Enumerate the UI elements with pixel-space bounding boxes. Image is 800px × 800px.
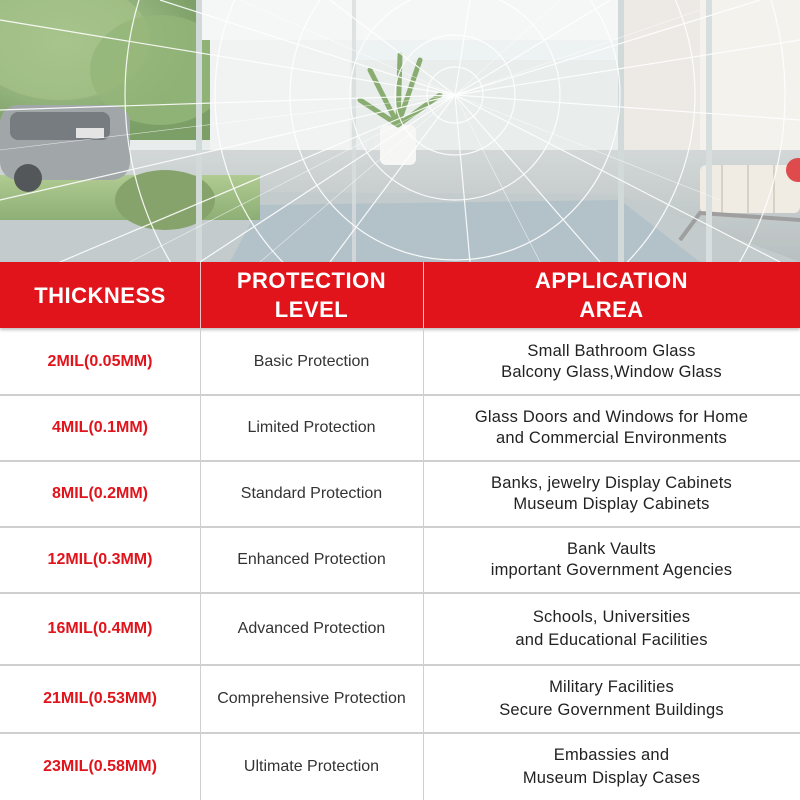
application-area-cell: Embassies and Museum Display Cases — [522, 746, 701, 787]
table-row — [0, 666, 800, 732]
application-area-cell: Schools, Universities and Educational Facilities — [515, 608, 708, 649]
table-row — [0, 396, 800, 460]
thickness-cell: 12MIL(0.3MM) — [47, 551, 153, 568]
spec-table — [0, 262, 800, 800]
protection-level-cell: Basic Protection — [253, 352, 370, 370]
table-row — [0, 734, 800, 800]
table-row — [0, 328, 800, 395]
protection-level-cell: Ultimate Protection — [243, 758, 380, 775]
thickness-cell: 23MIL(0.58MM) — [43, 758, 157, 775]
application-area-cell: Military Facilities Secure Government Buildings — [499, 678, 724, 719]
table-row — [0, 462, 800, 526]
hero-illustration — [0, 0, 800, 262]
protection-level-cell: Advanced Protection — [237, 620, 386, 637]
header-thickness: THICKNESS — [34, 282, 166, 308]
thickness-cell: 16MIL(0.4MM) — [47, 620, 153, 637]
hero-photo-shattered-glass — [0, 0, 800, 262]
header-application-area: APPLICATION AREA — [535, 268, 688, 322]
table-header — [0, 262, 800, 328]
thickness-cell: 2MIL(0.05MM) — [47, 352, 153, 370]
application-area-cell: Bank Vaults important Government Agencies — [490, 540, 733, 579]
table-row — [0, 528, 800, 592]
protection-level-cell: Enhanced Protection — [237, 551, 386, 568]
thickness-cell: 4MIL(0.1MM) — [52, 419, 148, 436]
application-area-cell: Banks, jewelry Display Cabinets Museum Display Cabinets — [491, 474, 732, 513]
application-area-cell: Small Bathroom Glass Balcony Glass,Window Glass — [501, 341, 722, 381]
protection-level-cell: Limited Protection — [247, 419, 376, 436]
header-protection-level: PROTECTION LEVEL — [236, 268, 387, 322]
thickness-cell: 21MIL(0.53MM) — [43, 690, 157, 707]
protection-level-cell: Standard Protection — [240, 485, 383, 502]
table-row — [0, 594, 800, 664]
protection-level-cell: Comprehensive Protection — [217, 690, 406, 707]
application-area-cell: Glass Doors and Windows for Home and Commercial Environments — [474, 408, 749, 447]
thickness-cell: 8MIL(0.2MM) — [52, 485, 148, 502]
